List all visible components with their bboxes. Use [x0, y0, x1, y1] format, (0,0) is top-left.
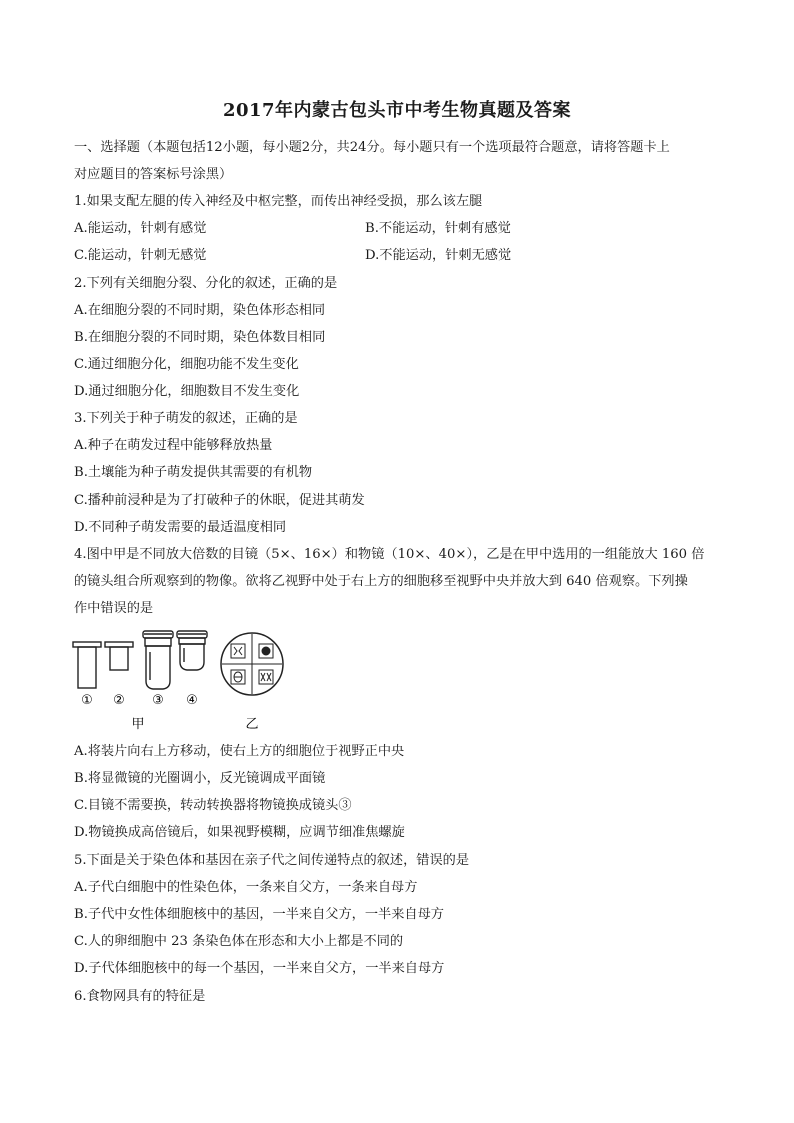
page-title: 2017年内蒙古包头市中考生物真题及答案	[222, 100, 572, 121]
q5-option-b: B.子代中女性体细胞核中的基因，一半来自父方，一半来自母方	[74, 907, 444, 922]
lens-label-3: ③	[152, 693, 164, 708]
cell-top-left	[231, 644, 245, 658]
lens-label-4: ④	[186, 693, 198, 708]
figure-label-yi: 乙	[245, 717, 259, 732]
q4-option-a: A.将装片向右上方移动，使右上方的细胞位于视野正中央	[74, 744, 405, 759]
cell-bottom-right	[259, 670, 273, 684]
q4-stem-line-1: 4.图中甲是不同放大倍数的目镜（5×、16×）和物镜（10×、40×），乙是在甲中选用的一组能放大 160 倍	[74, 547, 705, 562]
q3-option-a: A.种子在萌发过程中能够释放热量	[74, 438, 273, 453]
objective-lens-4	[177, 631, 207, 670]
q1-option-b: B.不能运动，针刺有感觉	[365, 221, 511, 236]
objective-lens-3	[143, 631, 173, 689]
cell-top-right	[259, 644, 273, 658]
lens-label-2: ②	[113, 693, 125, 708]
q4-stem-line-3: 作中错误的是	[74, 601, 154, 616]
q1-option-a: A.能运动，针刺有感觉	[74, 221, 207, 236]
q3-stem: 3.下列关于种子萌发的叙述，正确的是	[74, 411, 298, 426]
q2-option-a: A.在细胞分裂的不同时期，染色体形态相同	[74, 303, 326, 318]
q5-option-c: C.人的卵细胞中 23 条染色体在形态和大小上都是不同的	[74, 934, 404, 949]
lens-label-1: ①	[81, 693, 93, 708]
q4-stem-line-2: 的镜头组合所观察到的物像。欲将乙视野中处于右上方的细胞移至视野中央并放大到 640 倍观察。下列操	[74, 574, 688, 589]
q1-stem: 1.如果支配左腿的传入神经及中枢完整，而传出神经受损，那么该左腿	[74, 194, 483, 209]
q1-option-c: C.能运动，针刺无感觉	[74, 248, 207, 263]
cell-bottom-left	[231, 670, 245, 684]
eyepiece-lens-1	[73, 642, 101, 688]
section-instruction-line-1: 一、选择题（本题包括12小题，每小题2分，共24分。每小题只有一个选项最符合题意，请将答题卡上	[74, 140, 670, 155]
q4-option-c: C.目镜不需要换，转动转换器将物镜换成镜头③	[74, 798, 352, 813]
q3-option-b: B.土壤能为种子萌发提供其需要的有机物	[74, 465, 313, 480]
section-instruction-line-2: 对应题目的答案标号涂黑）	[74, 167, 233, 182]
q4-option-b: B.将显微镜的光圈调小，反光镜调成平面镜	[74, 771, 326, 786]
q5-option-a: A.子代白细胞中的性染色体，一条来自父方，一条来自母方	[74, 880, 418, 895]
q2-option-b: B.在细胞分裂的不同时期，染色体数目相同	[74, 330, 326, 345]
q1-option-d: D.不能运动，针刺无感觉	[365, 248, 512, 263]
q3-option-d: D.不同种子萌发需要的最适温度相同	[74, 520, 287, 535]
microscope-field-of-view	[221, 633, 283, 695]
q5-option-d: D.子代体细胞核中的每一个基因，一半来自父方，一半来自母方	[74, 961, 445, 976]
figure-label-jia: 甲	[131, 717, 145, 732]
q3-option-c: C.播种前浸种是为了打破种子的休眠，促进其萌发	[74, 493, 365, 508]
q4-option-d: D.物镜换成高倍镜后，如果视野模糊，应调节细准焦螺旋	[74, 825, 405, 840]
q6-stem: 6.食物网具有的特征是	[74, 989, 206, 1004]
microscope-lens-figure	[70, 626, 300, 736]
q2-option-d: D.通过细胞分化，细胞数目不发生变化	[74, 384, 300, 399]
q2-option-c: C.通过细胞分化，细胞功能不发生变化	[74, 357, 299, 372]
q2-stem: 2.下列有关细胞分裂、分化的叙述，正确的是	[74, 276, 338, 291]
eyepiece-lens-2	[105, 642, 133, 670]
q5-stem: 5.下面是关于染色体和基因在亲子代之间传递特点的叙述，错误的是	[74, 853, 470, 868]
